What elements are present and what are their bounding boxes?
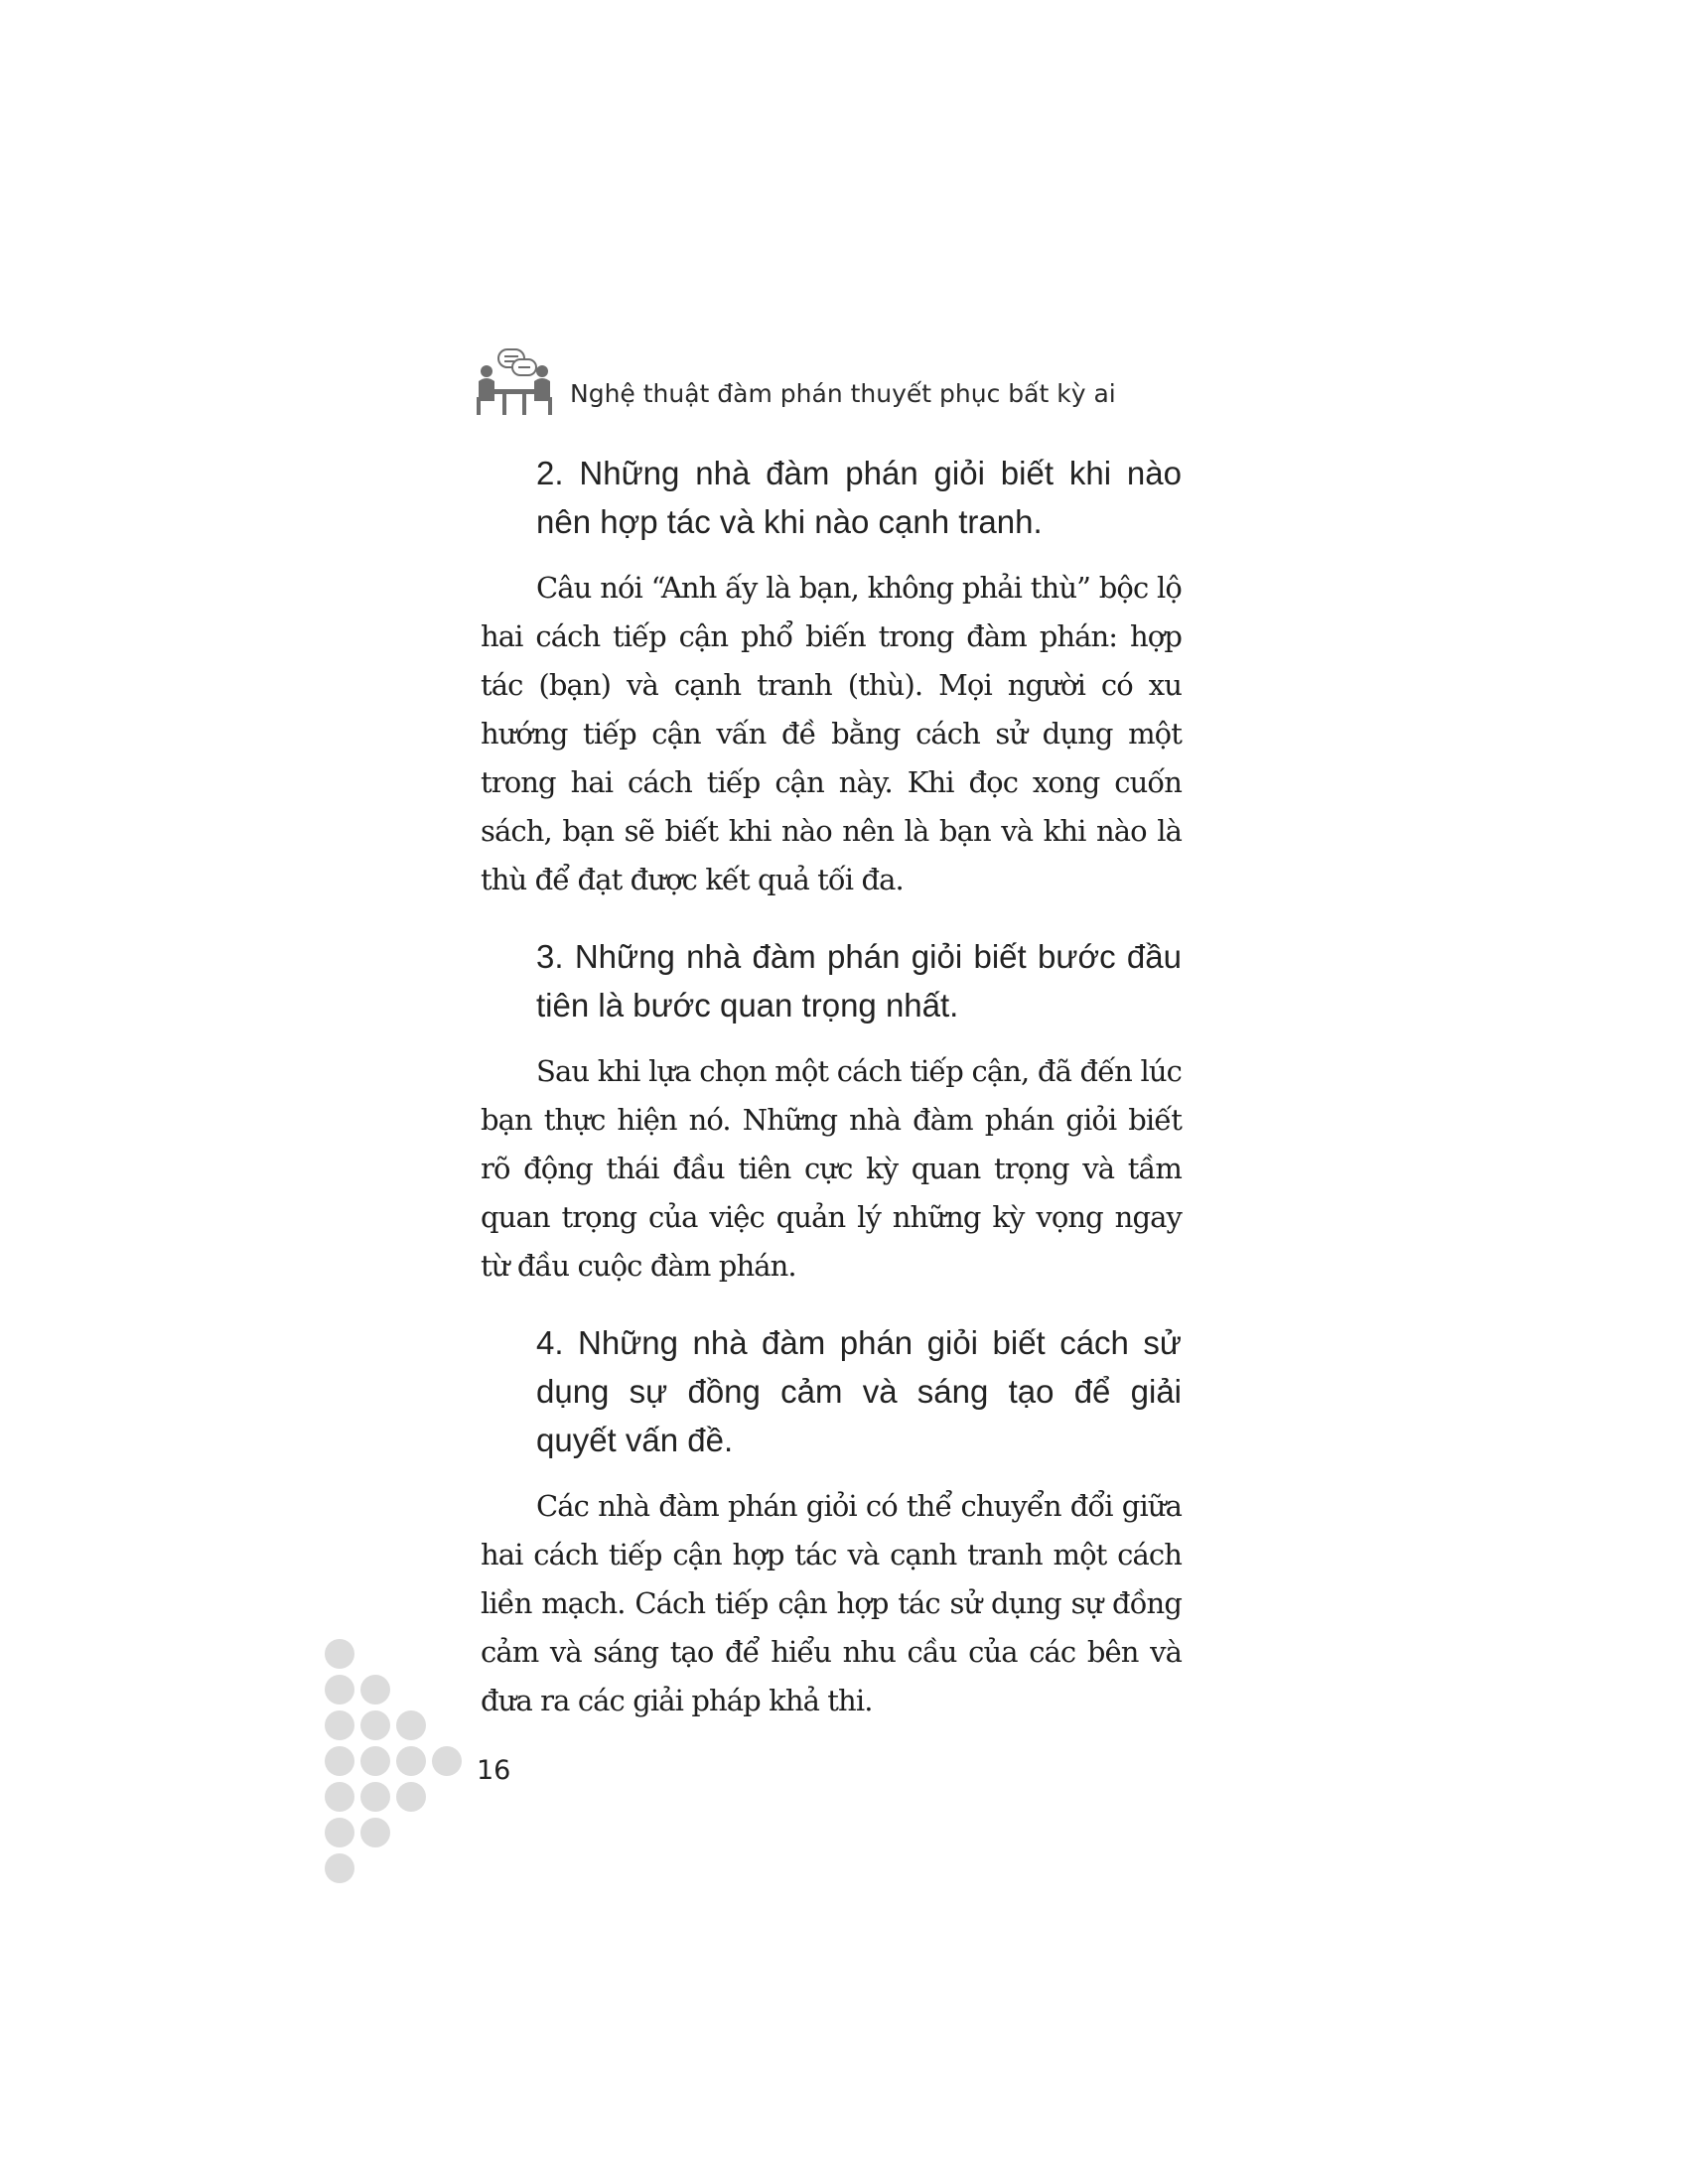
negotiation-table-icon — [475, 347, 554, 419]
section-body-3: Sau khi lựa chọn một cách tiếp cận, đã đến lúc bạn thực hiện nó. Những nhà đàm phán giỏi biết rõ động thái đầu tiên cực kỳ quan trọng và tầm quan trọng của việc quản lý những kỳ vọng ngay từ đầu cuộc đàm phán. — [481, 1054, 1182, 1283]
book-title: Nghệ thuật đàm phán thuyết phục bất kỳ ai — [570, 379, 1116, 408]
page-number: 16 — [477, 1755, 511, 1786]
section-body-4: Các nhà đàm phán giỏi có thể chuyển đổi giữa hai cách tiếp cận hợp tác và cạnh tranh một cách liền mạch. Cách tiếp cận hợp tác sử dụng sự đồng cảm và sáng tạo để hiểu nhu cầu của các bên và đưa ra các giải pháp khả thi. — [481, 1489, 1182, 1717]
section-heading-4: 4. Những nhà đàm phán giỏi biết cách sử dụng sự đồng cảm và sáng tạo để giải quyết vấn đề. — [536, 1324, 1182, 1458]
section-heading-3: 3. Những nhà đàm phán giỏi biết bước đầu tiên là bước quan trọng nhất. — [536, 938, 1182, 1024]
running-header — [475, 347, 1190, 419]
section-heading-2: 2. Những nhà đàm phán giỏi biết khi nào nên hợp tác và khi nào cạnh tranh. — [536, 455, 1182, 540]
page-content — [481, 449, 1182, 1753]
dot-pattern-decoration — [324, 1638, 483, 1916]
section-body-2: Câu nói “Anh ấy là bạn, không phải thù” bộc lộ hai cách tiếp cận phổ biến trong đàm phán: hợp tác (bạn) và cạnh tranh (thù). Mọi người có xu hướng tiếp cận vấn đề bằng cách sử dụng một trong hai cách tiếp cận này. Khi đọc xong cuốn sách, bạn sẽ biết khi nào nên là bạn và khi nào là thù để đạt được kết quả tối đa. — [481, 571, 1182, 896]
